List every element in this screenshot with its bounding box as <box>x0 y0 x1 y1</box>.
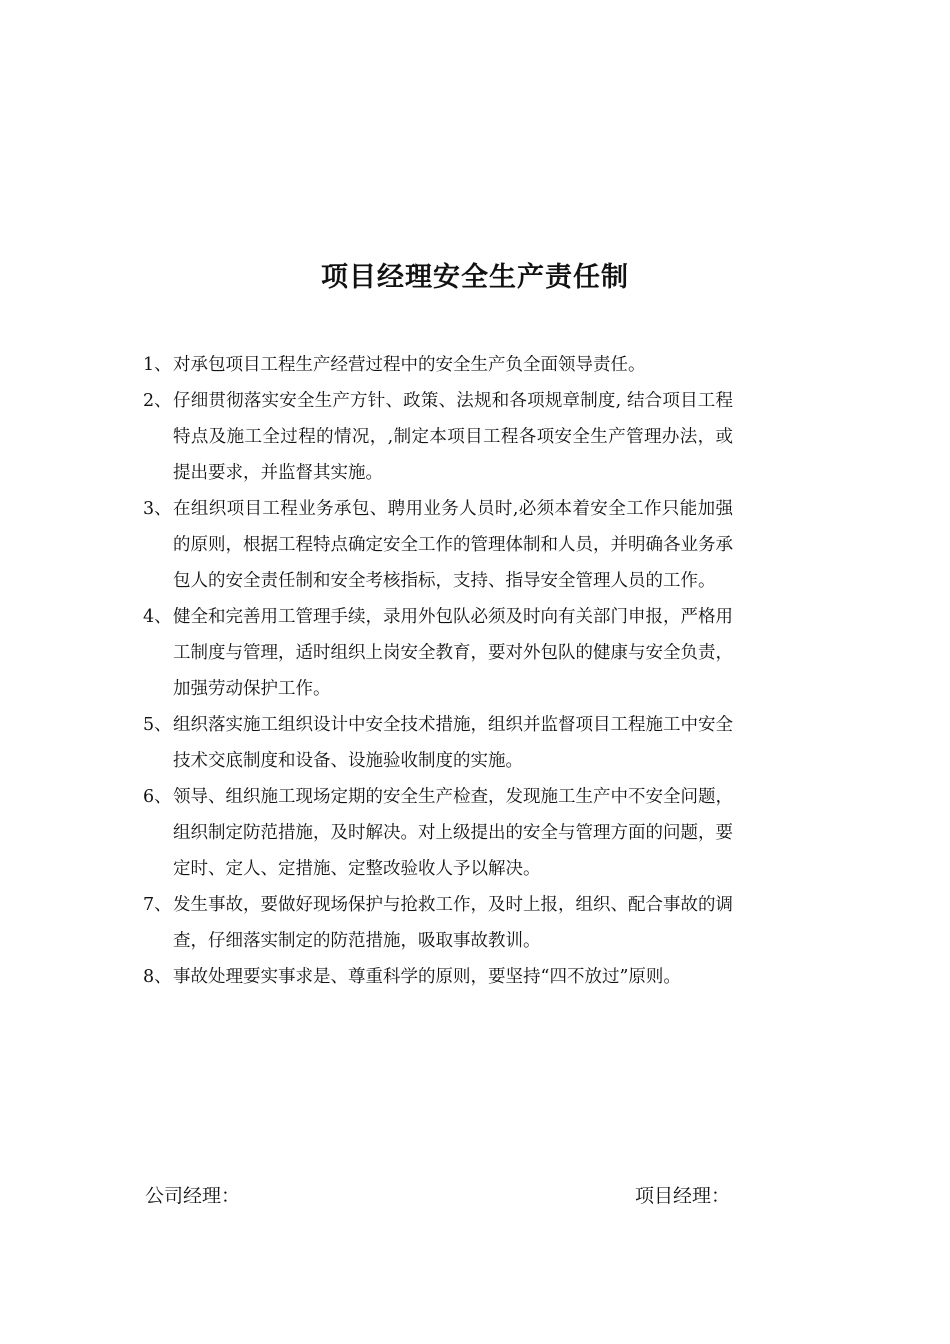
item-number: 1、 <box>143 355 172 375</box>
item-number: 6、 <box>143 787 172 807</box>
item-text: 在组织项目工程业务承包、聘用业务人员时,必须本着安全工作只能加强的原则，根据工程特点确定安全工作的管理体制和人员，并明确各业务承包人的安全责任制和安全考核指标，支持、指导安全管理人员的工作。 <box>173 499 733 591</box>
list-item <box>143 779 733 887</box>
list-item <box>143 383 733 491</box>
list-item <box>143 887 733 959</box>
item-number: 4、 <box>143 607 172 627</box>
company-manager-signature-label: 公司经理： <box>145 1185 241 1207</box>
item-text: 事故处理要实事求是、尊重科学的原则，要坚持“四不放过”原则。 <box>173 967 681 987</box>
document-title: 项目经理安全生产责任制 <box>321 262 629 293</box>
project-manager-signature-label: 项目经理： <box>635 1185 731 1207</box>
item-text: 对承包项目工程生产经营过程中的安全生产负全面领导责任。 <box>173 355 646 375</box>
item-text: 健全和完善用工管理手续，录用外包队必须及时向有关部门申报，严格用工制度与管理，适时组织上岗安全教育，要对外包队的健康与安全负责，加强劳动保护工作。 <box>173 607 733 699</box>
item-text: 领导、组织施工现场定期的安全生产检查，发现施工生产中不安全问题，组织制定防范措施，及时解决。对上级提出的安全与管理方面的问题，要定时、定人、定措施、定整改验收人予以解决。 <box>173 787 733 879</box>
item-number: 3、 <box>143 499 172 519</box>
list-item <box>143 599 733 707</box>
list-item <box>143 347 733 383</box>
item-text: 仔细贯彻落实安全生产方针、政策、法规和各项规章制度, 结合项目工程特点及施工全过程的情况，,制定本项目工程各项安全生产管理办法，或提出要求，并监督其实施。 <box>173 391 733 483</box>
item-number: 8、 <box>143 967 172 987</box>
item-number: 5、 <box>143 715 172 735</box>
list-item <box>143 959 733 995</box>
item-text: 发生事故，要做好现场保护与抢救工作，及时上报，组织、配合事故的调查，仔细落实制定的防范措施，吸取事故教训。 <box>173 895 733 951</box>
list-item <box>143 491 733 599</box>
list-item <box>143 707 733 779</box>
item-text: 组织落实施工组织设计中安全技术措施，组织并监督项目工程施工中安全技术交底制度和设备、设施验收制度的实施。 <box>173 715 733 771</box>
item-number: 2、 <box>143 391 172 411</box>
responsibility-list <box>143 347 733 995</box>
item-number: 7、 <box>143 895 172 915</box>
